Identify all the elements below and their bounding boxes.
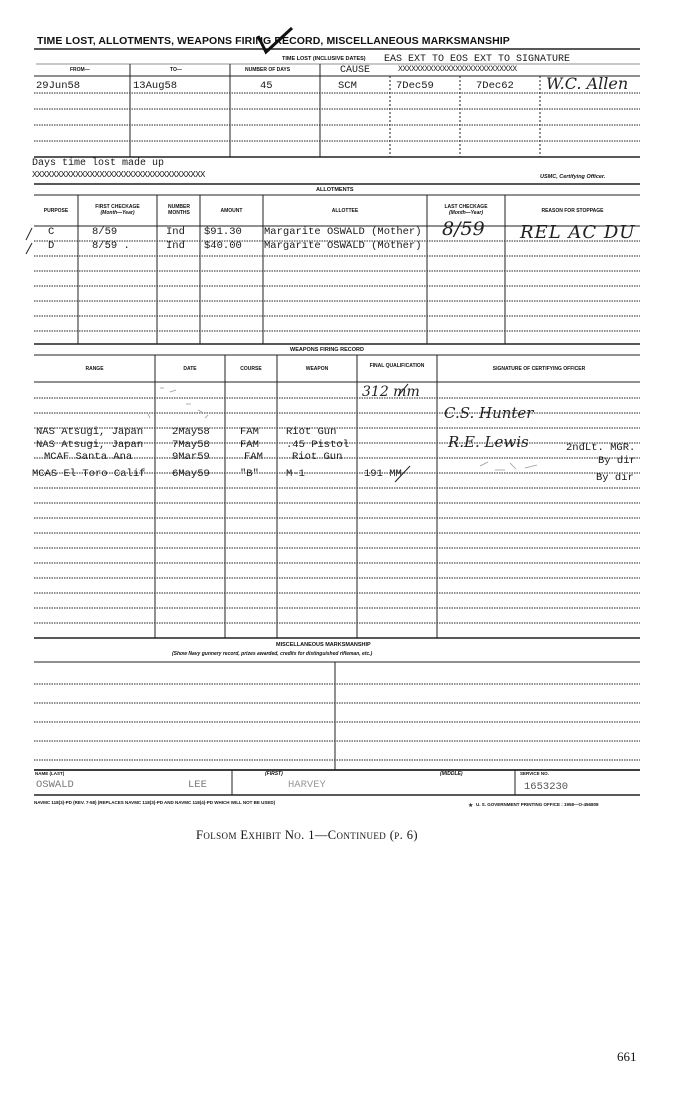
allot-row-1-amount: $91.30: [204, 226, 242, 238]
weapons-row-1-weapon: Riot Gun: [286, 426, 337, 438]
col-weapon: WEAPON: [305, 366, 329, 372]
service-no-label: SERVICE NO.: [520, 771, 549, 776]
weapons-row-4-date: 6May59: [172, 468, 210, 480]
col-date: DATE: [183, 366, 197, 372]
time-lost-days: 45: [260, 80, 273, 92]
by-direction-1: By dir: [598, 455, 636, 467]
weapons-row-4-range: MCAS El Toro Calif: [32, 468, 146, 480]
weapons-row-2-date: 7May58: [172, 439, 210, 451]
signature-title: 2ndLt. MGR.: [566, 442, 636, 454]
allot-row-1-months: Ind: [166, 226, 185, 238]
weapons-row-2-weapon: .45 Pistol: [286, 439, 350, 451]
weapons-row-2-course: FAM: [240, 439, 259, 451]
service-no-value: 1653230: [524, 781, 569, 793]
time-lost-cause: SCM: [338, 80, 357, 92]
allot-row-2-allottee: Margarite OSWALD (Mother): [264, 240, 422, 252]
allot-row-1-last: 8/59: [442, 218, 485, 240]
exhibit-caption: Folsom Exhibit No. 1—Continued (p. 6): [196, 828, 418, 842]
form-number: NAVMC 118(3)-PD (REV. 7-58) (REPLACES NAVMC 118(3)-PD AND NAVMC 118(4)-PD WHICH WILL NOT BE USED): [34, 800, 276, 805]
col-amount: AMOUNT: [220, 208, 243, 214]
col-to-label: TO—: [170, 67, 182, 73]
name-middle-label: (MIDDLE): [440, 771, 463, 777]
name-last-value: OSWALD: [36, 779, 74, 791]
allotments-header: ALLOTMENTS: [316, 187, 354, 193]
weapons-row-4-final: 191 MM: [364, 468, 402, 480]
col-reason-stoppage: REASON FOR STOPPAGE: [541, 208, 604, 214]
weapons-row-3-range: MCAF Santa Ana: [44, 451, 133, 463]
col-from-label: FROM—: [70, 67, 90, 73]
time-lost-typed-headers: EAS EXT TO EOS EXT TO SIGNATURE: [384, 54, 571, 65]
col-final-qualification: FINAL QUALIFICATION: [369, 363, 425, 369]
form-title: TIME LOST, ALLOTMENTS, WEAPONS FIRING RECORD, MISCELLANEOUS MARKSMANSHIP: [37, 35, 510, 47]
col-signature-officer: SIGNATURE OF CERTIFYING OFFICER: [492, 366, 586, 372]
time-lost-header: TIME LOST (INCLUSIVE DATES): [282, 56, 366, 62]
hand-qualification: 312 mm: [362, 384, 420, 400]
misc-header: MISCELLANEOUS MARKSMANSHIP: [276, 642, 371, 648]
weapons-row-1-course: FAM: [240, 426, 259, 438]
col-last-checkage: LAST CHECKAGE: [444, 204, 488, 210]
certifying-officer-label: USMC, Certifying Officer.: [540, 174, 606, 180]
name-first-value: LEE: [188, 779, 207, 791]
name-last-label: NAME (LAST): [35, 771, 65, 776]
page-number: 661: [617, 1049, 637, 1064]
weapons-row-4-weapon: M-1: [286, 468, 305, 480]
weapons-row-3-date: 9Mar59: [172, 451, 210, 463]
struck-header-text: XXXXXXXXXXXXXXXXXXXXXXXXXXX: [398, 65, 517, 74]
weapons-row-1-date: 2May58: [172, 426, 210, 438]
weapons-row-3-course: FAM: [244, 451, 263, 463]
allot-row-1-purpose: C: [48, 226, 55, 238]
col-range: RANGE: [85, 366, 104, 372]
signature-hunter: C.S. Hunter: [444, 404, 534, 422]
col-allottee: ALLOTTEE: [331, 208, 359, 214]
allot-row-1-first: 8/59: [92, 226, 118, 238]
weapons-row-3-weapon: Riot Gun: [292, 451, 343, 463]
name-first-label: (FIRST): [265, 771, 283, 777]
weapons-row-2-range: NAS Atsugi, Japan: [36, 439, 144, 451]
allot-row-2-first: 8/59 .: [92, 240, 130, 252]
allot-row-2-months: Ind: [166, 240, 185, 252]
col-course: COURSE: [240, 366, 262, 372]
col-first-checkage: FIRST CHECKAGE: [95, 204, 140, 210]
by-direction-2: By dir: [596, 472, 634, 484]
col-purpose: PURPOSE: [43, 208, 69, 214]
eos-ext-value: 7Dec62: [476, 80, 514, 92]
misc-subheader: (Show Navy gunnery record, prizes awarded, credits for distinguished rifleman, etc.): [172, 651, 373, 657]
gpo-line: U. S. GOVERNMENT PRINTING OFFICE : 1958—O-456808: [476, 802, 599, 807]
name-middle-value: HARVEY: [288, 779, 326, 791]
days-made-up-label: Days time lost made up: [32, 158, 165, 169]
col-cause-label: CAUSE: [340, 65, 371, 76]
col-days-label: NUMBER OF DAYS: [245, 67, 291, 73]
col-last-checkage-sub: (Month—Year): [449, 210, 483, 216]
svg-text:★: ★: [468, 802, 474, 809]
allot-row-1-allottee: Margarite OSWALD (Mother): [264, 226, 422, 238]
weapons-row-1-range: NAS Atsugi, Japan: [36, 426, 144, 438]
weapons-header: WEAPONS FIRING RECORD: [290, 347, 364, 353]
col-first-checkage-sub: (Month—Year): [100, 210, 135, 216]
allot-row-2-amount: $40.00: [204, 240, 242, 252]
time-lost-to: 13Aug58: [133, 80, 178, 92]
weapons-row-4-course: "B": [240, 468, 259, 480]
days-made-up-struck: XXXXXXXXXXXXXXXXXXXXXXXXXXXXXXXXXXXX: [32, 170, 205, 180]
time-lost-signature: W.C. Allen: [546, 74, 629, 93]
allot-row-2-purpose: D: [48, 240, 55, 252]
col-number-months: NUMBER MONTHS: [168, 204, 190, 216]
time-lost-from: 29Jun58: [36, 80, 81, 92]
signature-lewis: R.E. Lewis: [448, 433, 529, 451]
allot-row-1-reason: REL AC DU: [520, 222, 636, 243]
eas-ext-value: 7Dec59: [396, 80, 434, 92]
